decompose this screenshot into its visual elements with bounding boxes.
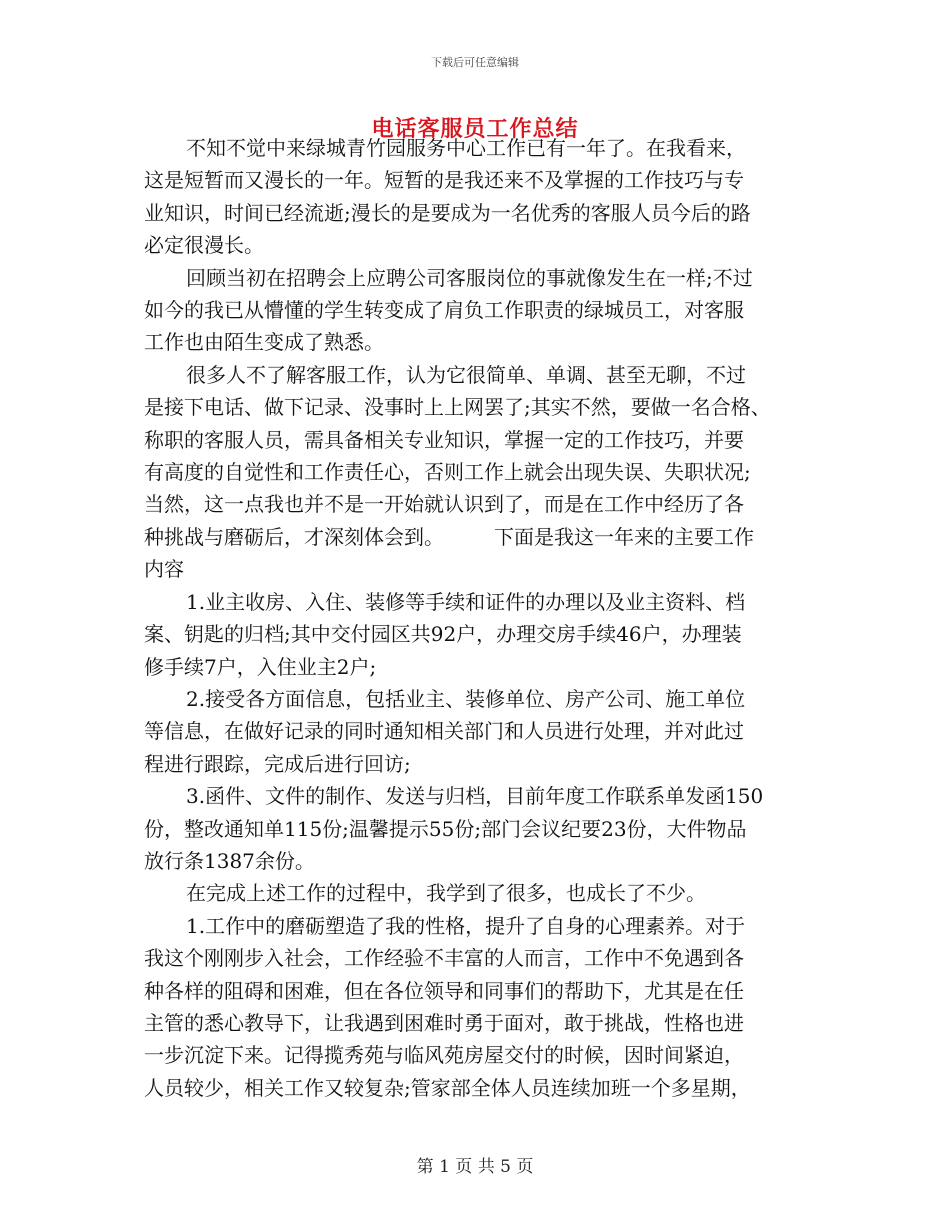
text-line: 种挑战与磨砺后，才深刻体会到。 下面是我这一年来的主要工作	[144, 524, 754, 549]
text-line: 程进行跟踪，完成后进行回访;	[144, 751, 411, 776]
document-body	[144, 132, 812, 1104]
text-line: 有高度的自觉性和工作责任心，否则工作上就会出现失误、失职状况;	[144, 460, 751, 485]
text-line: 修手续7户，入住业主2户;	[144, 654, 377, 679]
text-line: 1.工作中的磨砺塑造了我的性格，提升了自身的心理素养。对于	[186, 913, 746, 938]
text-line: 业知识，时间已经流逝;漫长的是要成为一名优秀的客服人员今后的路	[144, 200, 751, 225]
text-line: 是接下电话、做下记录、没事时上上网罢了;其实不然，要做一名合格、	[144, 395, 771, 420]
text-line: 3.函件、文件的制作、发送与归档，目前年度工作联系单发函150	[186, 784, 764, 809]
text-line: 当然，这一点我也并不是一开始就认识到了，而是在工作中经历了各	[144, 492, 744, 517]
text-line: 在完成上述工作的过程中，我学到了很多，也成长了不少。	[186, 881, 706, 906]
text-line: 主管的悉心教导下，让我遇到困难时勇于面对，敢于挑战，性格也进	[144, 1010, 744, 1035]
text-line: 种各样的阻碍和困难，但在各位领导和同事们的帮助下，尤其是在任	[144, 978, 744, 1003]
text-line: 回顾当初在招聘会上应聘公司客服岗位的事就像发生在一样;不过	[186, 265, 753, 290]
page-footer: 第 1 页 共 5 页	[416, 1157, 534, 1177]
text-line: 很多人不了解客服工作，认为它很简单、单调、甚至无聊，不过	[186, 362, 746, 387]
text-line: 如今的我已从懵懂的学生转变成了肩负工作职责的绿城员工，对客服	[144, 298, 744, 323]
text-line: 称职的客服人员，需具备相关专业知识，掌握一定的工作技巧，并要	[144, 427, 744, 452]
text-line: 份，整改通知单115份;温馨提示55份;部门会议纪要23份，大件物品	[144, 816, 747, 841]
text-line: 我这个刚刚步入社会，工作经验不丰富的人而言，工作中不免遇到各	[144, 946, 744, 971]
text-line: 一步沉淀下来。记得揽秀苑与临风苑房屋交付的时候，因时间紧迫，	[144, 1043, 744, 1068]
text-line: 案、钥匙的归档;其中交付园区共92户，办理交房手续46户，办理装	[144, 622, 742, 647]
text-line: 等信息，在做好记录的同时通知相关部门和人员进行处理，并对此过	[144, 719, 744, 744]
text-line: 人员较少，相关工作又较复杂;管家部全体人员连续加班一个多星期，	[144, 1075, 751, 1100]
text-line: 这是短暂而又漫长的一年。短暂的是我还来不及掌握的工作技巧与专	[144, 168, 744, 193]
text-line: 工作也由陌生变成了熟悉。	[144, 330, 384, 355]
text-line: 不知不觉中来绿城青竹园服务中心工作已有一年了。在我看来，	[186, 136, 746, 160]
text-line: 1.业主收房、入住、装修等手续和证件的办理以及业主资料、档	[186, 589, 746, 614]
document-title: 电话客服员工作总结	[371, 116, 579, 142]
header-note: 下载后可任意编辑	[431, 56, 519, 69]
text-line: 放行条1387余份。	[144, 848, 315, 873]
text-line: 2.接受各方面信息，包括业主、装修单位、房产公司、施工单位	[186, 686, 746, 711]
text-line: 内容	[144, 557, 184, 582]
text-line: 必定很漫长。	[144, 233, 264, 258]
